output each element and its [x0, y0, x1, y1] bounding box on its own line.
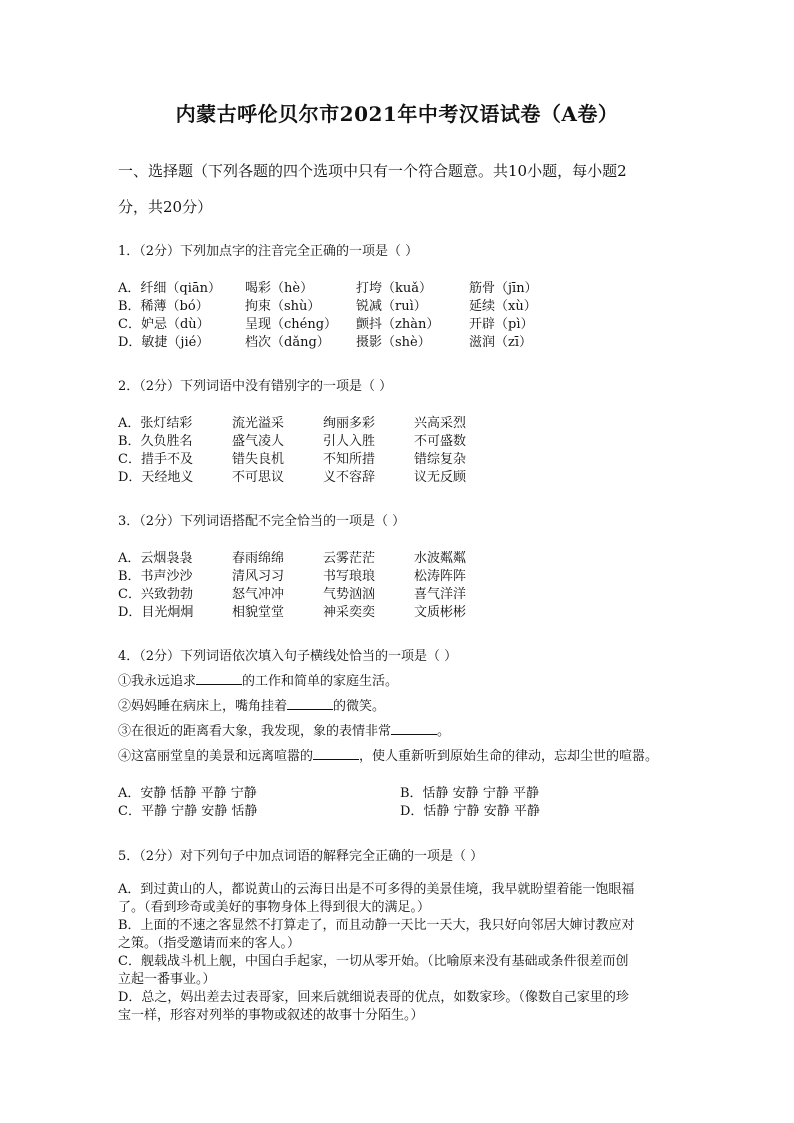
- sentence-text: 的工作和简单的家庭生活。: [242, 674, 399, 689]
- sentence-text: ，使人重新听到原始生命的律动，忘却尘世的喧嚣。: [359, 749, 659, 764]
- option-line: A．到过黄山的人，都说黄山的云海日出是不可多得的美景佳境，我早就盼望着能一饱眼福: [118, 882, 635, 897]
- option-item: 书写琅琅: [323, 569, 376, 584]
- option-item: B．书声沙沙: [118, 569, 193, 584]
- option-line: 宝一样，形容对列举的事物或叙述的故事十分陌生。）: [118, 1008, 424, 1023]
- option-item: 错失良机: [232, 452, 285, 467]
- option-line: 了。（看到珍奇或美好的事物身体上得到很大的满足。）: [118, 900, 431, 915]
- option-item: 文质彬彬: [414, 605, 467, 620]
- option-item: A．安静 恬静 平静 宁静: [118, 786, 257, 801]
- sentence-text: ④这富丽堂皇的美景和远离喧嚣的: [118, 749, 314, 764]
- option-item: 不知所措: [323, 452, 376, 467]
- option-item: 喝彩（hè）: [245, 281, 314, 296]
- fill-blank: [196, 672, 242, 685]
- option-item: 云雾茫茫: [323, 551, 376, 566]
- sentence-text: ②妈妈睡在病床上，嘴角挂着: [118, 699, 288, 714]
- option-item: C．兴致勃勃: [118, 587, 193, 602]
- option-item: 喜气洋洋: [414, 587, 467, 602]
- section-heading-line2: 分，共20分）: [118, 198, 213, 216]
- fill-blank: [313, 747, 359, 760]
- option-line: B．上面的不速之客显然不打算走了，而且动静一天比一天大，我只好向邻居大婶讨教应对: [118, 918, 635, 933]
- option-item: 盛气凌人: [232, 434, 285, 449]
- option-item: D．天经地义: [118, 470, 194, 485]
- option-line: 之策。（指受邀请而来的客人。）: [118, 936, 301, 951]
- sentence-text: 。: [437, 724, 451, 739]
- option-item: 档次（dǎng）: [245, 335, 330, 350]
- question-4-sentence-3: [118, 720, 450, 739]
- option-item: C．平静 宁静 安静 恬静: [118, 804, 258, 819]
- option-item: A．云烟袅袅: [118, 551, 193, 566]
- option-item: 不可盛数: [414, 434, 467, 449]
- option-item: B．恬静 安静 宁静 平静: [400, 786, 539, 801]
- option-item: 延续（xù）: [469, 299, 537, 314]
- option-item: 议无反顾: [414, 470, 467, 485]
- question-5-option-a: [118, 881, 686, 917]
- option-item: 相貌堂堂: [232, 605, 285, 620]
- option-item: 拘束（shù）: [245, 299, 321, 314]
- option-item: A．张灯结彩: [118, 416, 193, 431]
- section-heading-line1: 一、选择题（下列各题的四个选项中只有一个符合题意。共10小题，每小题2: [118, 162, 627, 180]
- option-item: 呈现（chéng）: [245, 317, 338, 332]
- question-3-stem: 3．（2分）下列词语搭配不完全恰当的一项是（ ）: [118, 514, 406, 529]
- option-item: C．妒忌（dù）: [118, 317, 210, 332]
- option-item: 滋润（zī）: [469, 335, 533, 350]
- option-item: A．纤细（qiān）: [118, 281, 221, 296]
- option-item: C．措手不及: [118, 452, 193, 467]
- question-1-stem: 1．（2分）下列加点字的注音完全正确的一项是（ ）: [118, 244, 419, 259]
- option-item: 开辟（pì）: [469, 317, 534, 332]
- question-5-option-b: [118, 917, 686, 953]
- option-item: 气势汹汹: [323, 587, 376, 602]
- question-2-stem: 2．（2分）下列词语中没有错别字的一项是（ ）: [118, 379, 393, 394]
- option-item: 兴高采烈: [414, 416, 467, 431]
- option-item: 锐减（ruì）: [356, 299, 427, 314]
- option-line: D．总之，妈出差去过表哥家，回来后就细说表哥的优点，如数家珍。（像数自己家里的珍: [118, 990, 629, 1005]
- option-item: 筋骨（jīn）: [469, 281, 538, 296]
- option-item: 神采奕奕: [323, 605, 376, 620]
- question-4-sentence-4: [118, 745, 658, 764]
- option-item: D．敏捷（jié）: [118, 335, 210, 350]
- question-5-option-c: [118, 953, 686, 989]
- option-item: 摄影（shè）: [356, 335, 431, 350]
- option-item: 春雨绵绵: [232, 551, 285, 566]
- option-item: 颤抖（zhàn）: [356, 317, 440, 332]
- option-item: D．恬静 宁静 安静 平静: [400, 804, 540, 819]
- option-item: B．久负胜名: [118, 434, 193, 449]
- sentence-text: ①我永远追求: [118, 674, 197, 689]
- option-item: B．稀薄（bó）: [118, 299, 209, 314]
- option-item: D．目光炯炯: [118, 605, 194, 620]
- option-item: 错综复杂: [414, 452, 467, 467]
- option-item: 怒气冲冲: [232, 587, 285, 602]
- sentence-text: ③在很近的距离看大象，我发现，象的表情非常: [118, 724, 392, 739]
- option-item: 松涛阵阵: [414, 569, 467, 584]
- option-line: 立起一番事业。）: [118, 972, 216, 987]
- question-4-sentence-1: [118, 670, 398, 689]
- page-title: 内蒙古呼伦贝尔市2021年中考汉语试卷（A卷）: [175, 102, 619, 126]
- option-item: 义不容辞: [323, 470, 376, 485]
- fill-blank: [287, 697, 333, 710]
- option-line: C．舰载战斗机上舰，中国白手起家，一切从零开始。（比喻原来没有基础或条件很差而创: [118, 954, 629, 969]
- option-item: 清风习习: [232, 569, 285, 584]
- fill-blank: [391, 722, 437, 735]
- option-item: 引人入胜: [323, 434, 376, 449]
- option-item: 打垮（kuǎ）: [356, 281, 433, 296]
- option-item: 流光溢采: [232, 416, 285, 431]
- sentence-text: 的微笑。: [333, 699, 386, 714]
- question-5-option-d: [118, 989, 686, 1025]
- option-item: 不可思议: [232, 470, 285, 485]
- option-item: 绚丽多彩: [323, 416, 376, 431]
- question-4-sentence-2: [118, 695, 385, 714]
- question-4-stem: 4．（2分）下列词语依次填入句子横线处恰当的一项是（ ）: [118, 649, 458, 664]
- question-5-stem: 5．（2分）对下列句子中加点词语的解释完全正确的一项是（ ）: [118, 849, 484, 864]
- option-item: 水波粼粼: [414, 551, 467, 566]
